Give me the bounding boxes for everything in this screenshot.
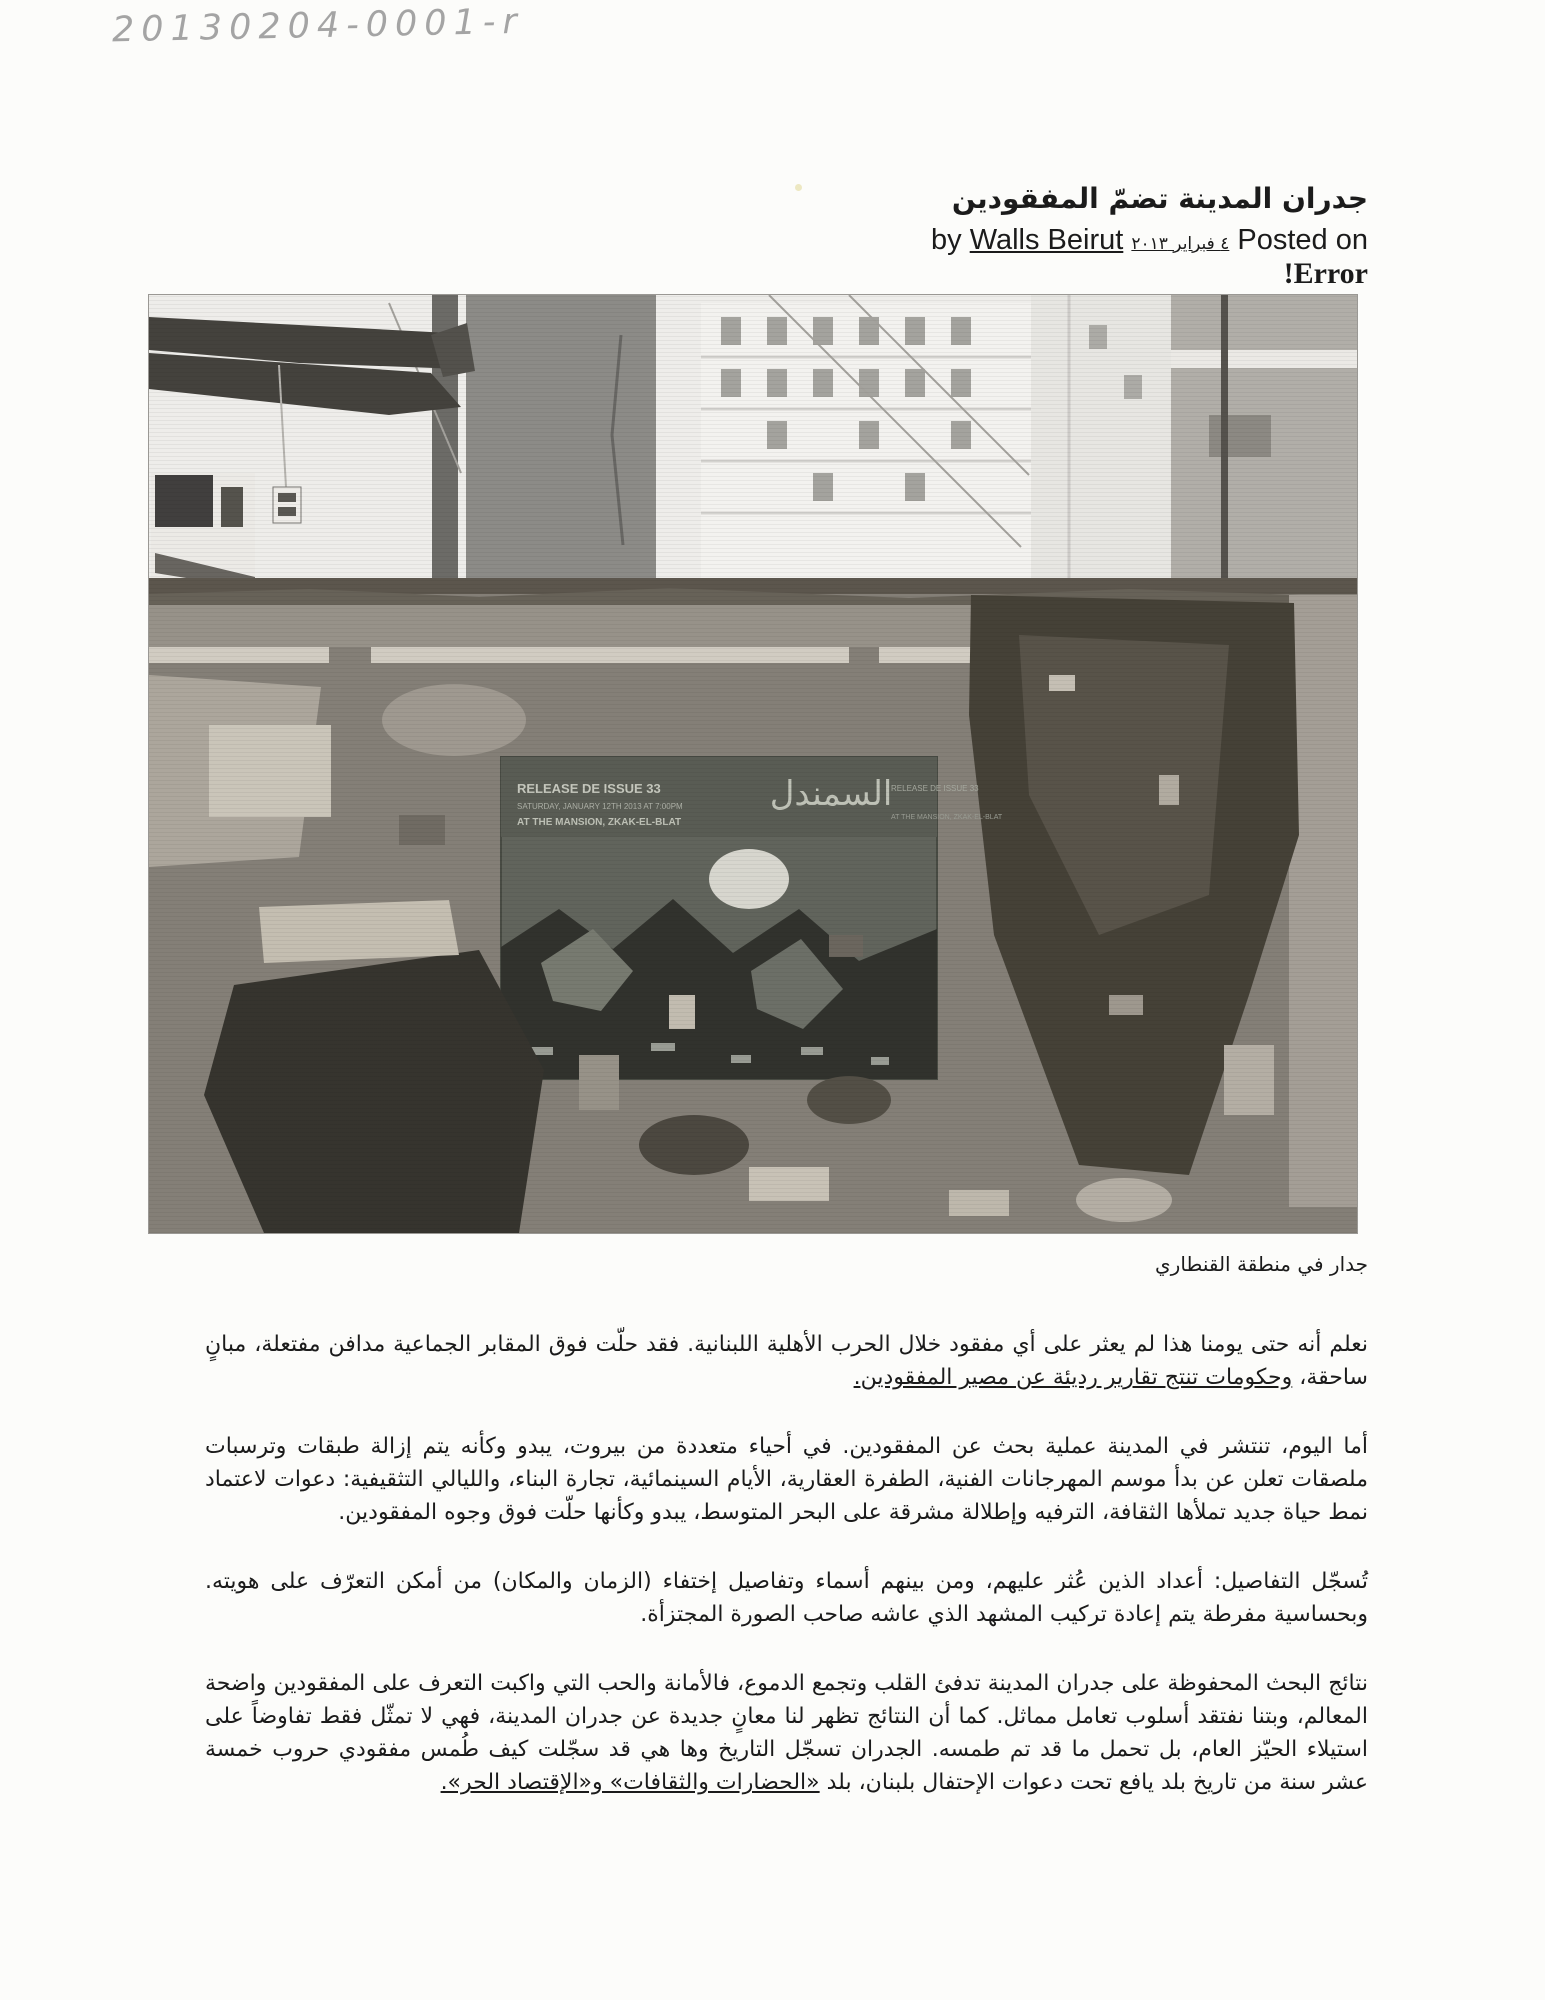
body-paragraph: [205, 1328, 1368, 1394]
byline-date-link: ٤ فبراير ٢٠١٣: [1131, 234, 1230, 254]
broken-image-error-text: Error!: [1283, 257, 1368, 290]
body-paragraph: [205, 1430, 1368, 1529]
underlined-link-text: «الحضارات والثقافات» و«الإقتصاد الحر».: [440, 1770, 820, 1795]
poster-left-subtitle: SATURDAY, JANUARY 12TH 2013 AT 7:00PM: [517, 802, 683, 811]
underlined-link-text: وحكومات تنتج تقارير رديئة عن مصير المفقودين.: [853, 1365, 1293, 1390]
paragraph-text: أما اليوم، تنتشر في المدينة عملية بحث عن المفقودين. في أحياء متعددة من بيروت، يبدو وكأنه يتم إزالة طبقات وترسبات ملصقات تعلن عن بدأ موسم المهرجانات الفنية، الطفرة العقارية، الأيام السينمائية، تجارة البناء، والليالي التثقيفية: دعوات لاعتماد نمط حياة جديد تملأها الثقافة، الترفيه وإطلالة مشرقة على البحر المتوسط، يبدو وكأنها حلّت فوق وجوه المفقودين.: [205, 1434, 1368, 1525]
paragraph-text: نتائج البحث المحفوظة على جدران المدينة تدفئ القلب وتجمع الدموع، فالأمانة والحب التي واكبت التعرف على المفقودين واضحة المعالم، وبتنا نفتقد أسلوب تعامل مماثل. كما أن النتائج تظهر لنا معانٍ جديدة عن جدران المدينة، فهي لا تمثّل فقط تفاوضاً على استيلاء الحيّز العام، بل تحمل ما قد تم طمسه. الجدران تسجّل التاريخ وها هي قد سجّلت كيف طُمس مفقودي حروب خمسة عشر سنة من تاريخ بلد يافع تحت دعوات الإحتفال بلبنان، بلد: [205, 1671, 1368, 1795]
paragraph-text: نعلم أنه حتى يومنا هذا لم يعثر على أي مفقود خلال الحرب الأهلية اللبنانية. فقد حلّت فوق المقابر الجماعية مدافن مفتعلة، مبانٍ ساحقة،: [205, 1332, 1368, 1390]
poster-arabic-title: السمندل: [769, 774, 893, 814]
article-body: [205, 1328, 1368, 1835]
article-photo: [148, 294, 1358, 1234]
poster-left-title: RELEASE DE ISSUE 33: [517, 781, 661, 796]
byline-posted-on-label: Posted on: [1237, 224, 1368, 256]
poster-right-venue: AT THE MANSION, ZKAK-EL-BLAT: [891, 814, 1003, 821]
wall-photo-illustration: [149, 295, 1357, 1233]
body-paragraph: [205, 1667, 1368, 1799]
article-title: جدران المدينة تضمّ المفقودين: [951, 182, 1368, 215]
paragraph-text: تُسجّل التفاصيل: أعداد الذين عُثر عليهم، ومن بينهم أسماء وتفاصيل إختفاء (الزمان والمكان) من أمكن التعرّف على هويته. وبحساسية مفرطة يتم إعادة تركيب المشهد الذي عاشه صاحب الصورة المجتزأة.: [205, 1569, 1368, 1627]
poster-left-venue: AT THE MANSION, ZKAK-EL-BLAT: [517, 817, 682, 828]
body-paragraph: [205, 1565, 1368, 1631]
byline-by-label: by: [930, 224, 962, 256]
poster-right-title: RELEASE DE ISSUE 33: [891, 784, 979, 793]
photo-tone-overlay: [149, 295, 1357, 1233]
photo-caption: جدار في منطقة القنطاري: [1155, 1252, 1368, 1276]
byline-author-link: Walls Beirut: [969, 224, 1124, 256]
handwritten-scan-id: 20130204-0001-r: [111, 1, 525, 51]
